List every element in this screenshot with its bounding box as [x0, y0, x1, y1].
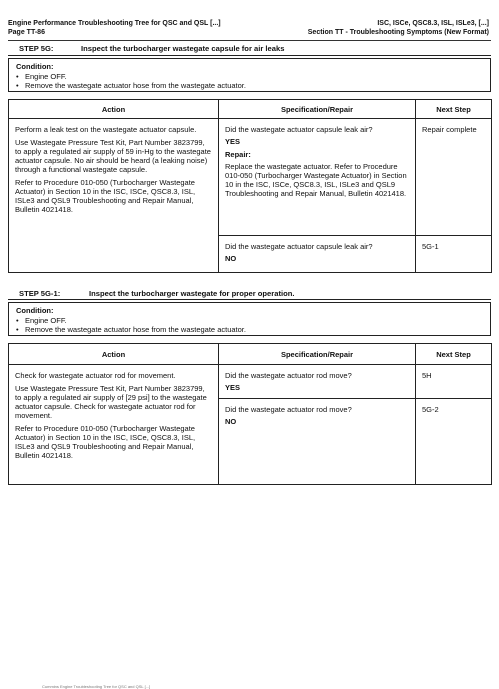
next-step: 5G-1	[422, 242, 439, 251]
action-cell	[9, 365, 219, 485]
step-title: Inspect the turbocharger wastegate for proper operation.	[89, 289, 295, 298]
action-paragraph: Use Wastegate Pressure Test Kit, Part Number 3823799, to apply a regulated air supply of 59 in-Hg to the wastegate actuator capsule. No air should be heard (a leaking noise) through a functional wastegate capsule.	[15, 138, 211, 174]
outcome-answer: YES	[225, 137, 241, 146]
page-footer: Cummins Engine Troubleshooting Tree for QSC and QSL [...]	[42, 684, 151, 689]
step-heading	[19, 289, 295, 298]
document-title: Engine Performance Troubleshooting Tree for QSC and QSL [...]	[8, 20, 221, 27]
column-header-action: Action	[9, 344, 219, 365]
column-header-spec: Specification/Repair	[219, 344, 416, 365]
condition-item: • Remove the wastegate actuator hose from the wastegate actuator.	[16, 325, 490, 335]
page-header-right	[308, 19, 489, 37]
condition-box	[8, 302, 491, 336]
repair-label: Repair:	[225, 150, 251, 159]
page-number: Page TT-86	[8, 29, 45, 36]
condition-box	[8, 58, 491, 92]
condition-item: • Remove the wastegate actuator hose from the wastegate actuator.	[16, 81, 490, 91]
next-step-cell	[416, 399, 492, 485]
outcome-question: Did the wastegate actuator capsule leak air?	[225, 242, 373, 251]
column-header-next: Next Step	[416, 100, 492, 119]
spec-cell	[219, 236, 416, 273]
column-header-spec: Specification/Repair	[219, 100, 416, 119]
action-paragraph: Refer to Procedure 010-050 (Turbocharger Wastegate Actuator) in Section 10 in the ISC, ISCe, QSC8.3, ISL, ISLe3 and QSL9 Troubleshooting and Repair Manual, Bulletin 4021418.	[15, 424, 196, 460]
action-paragraph: Use Wastegate Pressure Test Kit, Part Number 3823799, to apply a regulated air supply of [29 psi] to the wastegate actuator capsule. Check for wastegate actuator rod for movement.	[15, 384, 207, 420]
engine-models: ISC, ISCe, QSC8.3, ISL, ISLe3, [...]	[377, 20, 489, 27]
step-table	[8, 343, 492, 485]
outcome-question: Did the wastegate actuator rod move?	[225, 371, 352, 380]
action-cell	[9, 119, 219, 273]
repair-text: Replace the wastegate actuator. Refer to Procedure 010-050 (Turbocharger Wastegate Actuator) in Section 10 in the ISC, ISCe, QSC8.3, ISL, ISLe3 and QSL9 Troubleshooting and Repair Manual, Bulletin 4021418.	[225, 162, 407, 198]
step-divider	[8, 299, 491, 300]
spec-cell	[219, 365, 416, 399]
step-number: STEP 5G:	[19, 44, 54, 53]
column-header-action: Action	[9, 100, 219, 119]
spec-cell	[219, 119, 416, 236]
page-header-left	[8, 19, 221, 37]
outcome-answer: NO	[225, 417, 237, 426]
header-divider	[8, 40, 491, 41]
condition-label: Condition:	[16, 306, 54, 315]
next-step: Repair complete	[422, 125, 477, 134]
step-title: Inspect the turbocharger wastegate capsule for air leaks	[81, 44, 285, 53]
spec-cell	[219, 399, 416, 485]
step-table	[8, 99, 492, 273]
next-step: 5G-2	[422, 405, 439, 414]
outcome-question: Did the wastegate actuator rod move?	[225, 405, 352, 414]
next-step-cell	[416, 365, 492, 399]
step-heading	[19, 44, 284, 53]
condition-item: • Engine OFF.	[16, 316, 490, 326]
step-number: STEP 5G-1:	[19, 289, 61, 298]
condition-item: • Engine OFF.	[16, 72, 490, 82]
step-divider	[8, 55, 491, 56]
next-step-cell	[416, 236, 492, 273]
section-title: Section TT - Troubleshooting Symptoms (New Format)	[307, 29, 489, 36]
action-paragraph: Check for wastegate actuator rod for movement.	[15, 371, 176, 380]
outcome-question: Did the wastegate actuator capsule leak air?	[225, 125, 373, 134]
next-step: 5H	[422, 371, 432, 380]
outcome-answer: YES	[225, 383, 241, 392]
next-step-cell	[416, 119, 492, 236]
action-paragraph: Perform a leak test on the wastegate actuator capsule.	[15, 125, 197, 134]
action-paragraph: Refer to Procedure 010-050 (Turbocharger Wastegate Actuator) in Section 10 in the ISC, ISCe, QSC8.3, ISL, ISLe3 and QSL9 Troubleshooting and Repair Manual, Bulletin 4021418.	[15, 178, 196, 214]
condition-label: Condition:	[16, 62, 54, 71]
column-header-next: Next Step	[416, 344, 492, 365]
outcome-answer: NO	[225, 254, 237, 263]
